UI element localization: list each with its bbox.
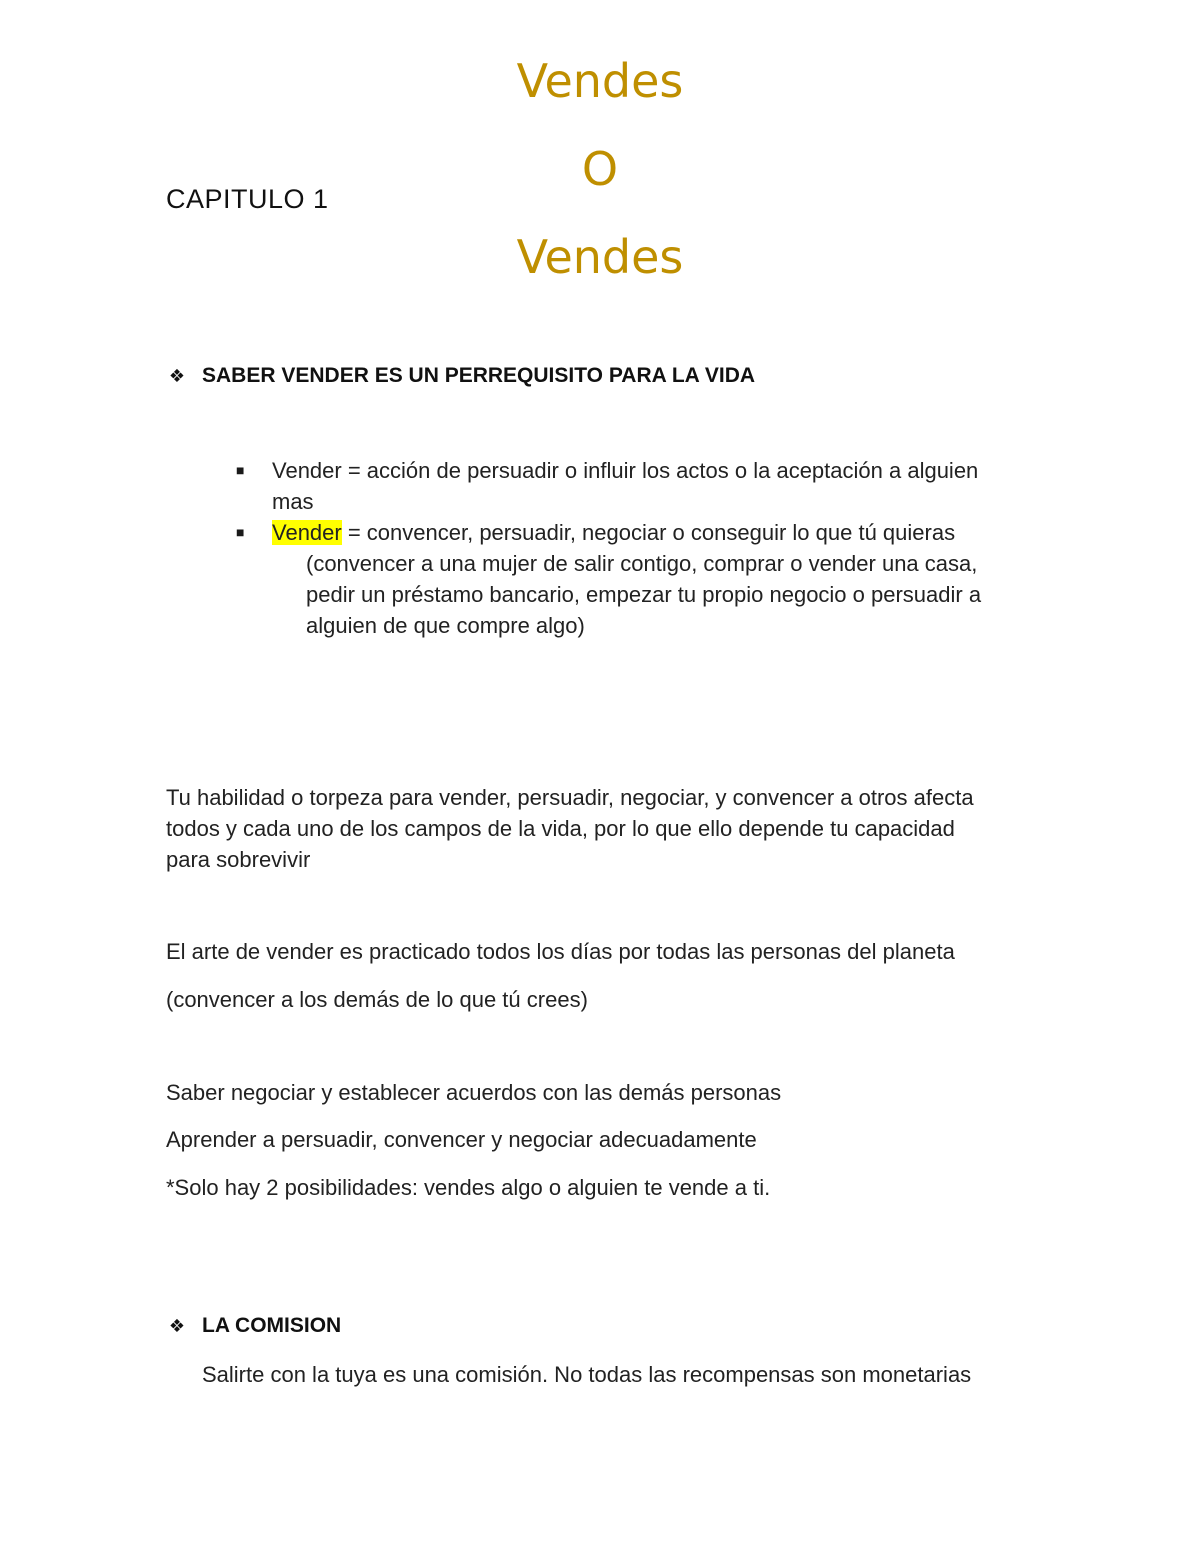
paragraph-1-line-2: todos y cada uno de los campos de la vida, por lo que ello depende tu capacidad [166, 816, 955, 841]
section-heading-text: LA COMISION [202, 1314, 342, 1337]
bullet-2-line-3: pedir un préstamo bancario, empezar tu propio negocio o persuadir a [306, 582, 982, 607]
bullet-2-line-1 [272, 517, 955, 548]
title-line-1: Vendes [516, 54, 684, 108]
highlighted-term: Vender [272, 520, 342, 545]
diamond-bullet-icon: ❖ [168, 365, 186, 386]
paragraph-1-line-1: Tu habilidad o torpeza para vender, persuadir, negociar, y convencer a otros afecta [166, 785, 974, 810]
bullet-2-line-1-rest: = convencer, persuadir, negociar o conseguir lo que tú quieras [341, 520, 956, 545]
section-heading-text: SABER VENDER ES UN PERREQUISITO PARA LA VIDA [202, 364, 756, 387]
bullet-1-line-1: Vender = acción de persuadir o influir los actos o la aceptación a alguien [272, 458, 979, 483]
bullet-2-line-4: alguien de que compre algo) [306, 613, 585, 638]
section-2-body: Salirte con la tuya es una comisión. No todas las recompensas son monetarias [202, 1362, 972, 1387]
bullet-2-line-2: (convencer a una mujer de salir contigo, comprar o vender una casa, [306, 551, 978, 576]
title-line-2: O [581, 142, 619, 196]
title-line-3: Vendes [516, 230, 684, 284]
paragraph-3: (convencer a los demás de lo que tú crees) [166, 987, 588, 1012]
paragraph-2: El arte de vender es practicado todos los días por todas las personas del planeta [166, 939, 955, 964]
section-heading-la-comision [166, 1314, 341, 1338]
diamond-bullet-icon: ❖ [168, 1315, 186, 1336]
square-bullet-icon: ■ [236, 524, 245, 540]
bullet-1-line-2: mas [272, 489, 314, 514]
paragraph-1-line-3: para sobrevivir [166, 847, 311, 872]
paragraph-5: Aprender a persuadir, convencer y negociar adecuadamente [166, 1127, 757, 1152]
section-heading-saber-vender [166, 364, 755, 388]
chapter-heading: CAPITULO 1 [166, 184, 329, 214]
paragraph-4: Saber negociar y establecer acuerdos con las demás personas [166, 1080, 782, 1105]
square-bullet-icon: ■ [236, 462, 245, 478]
paragraph-6: *Solo hay 2 posibilidades: vendes algo o alguien te vende a ti. [166, 1175, 771, 1200]
